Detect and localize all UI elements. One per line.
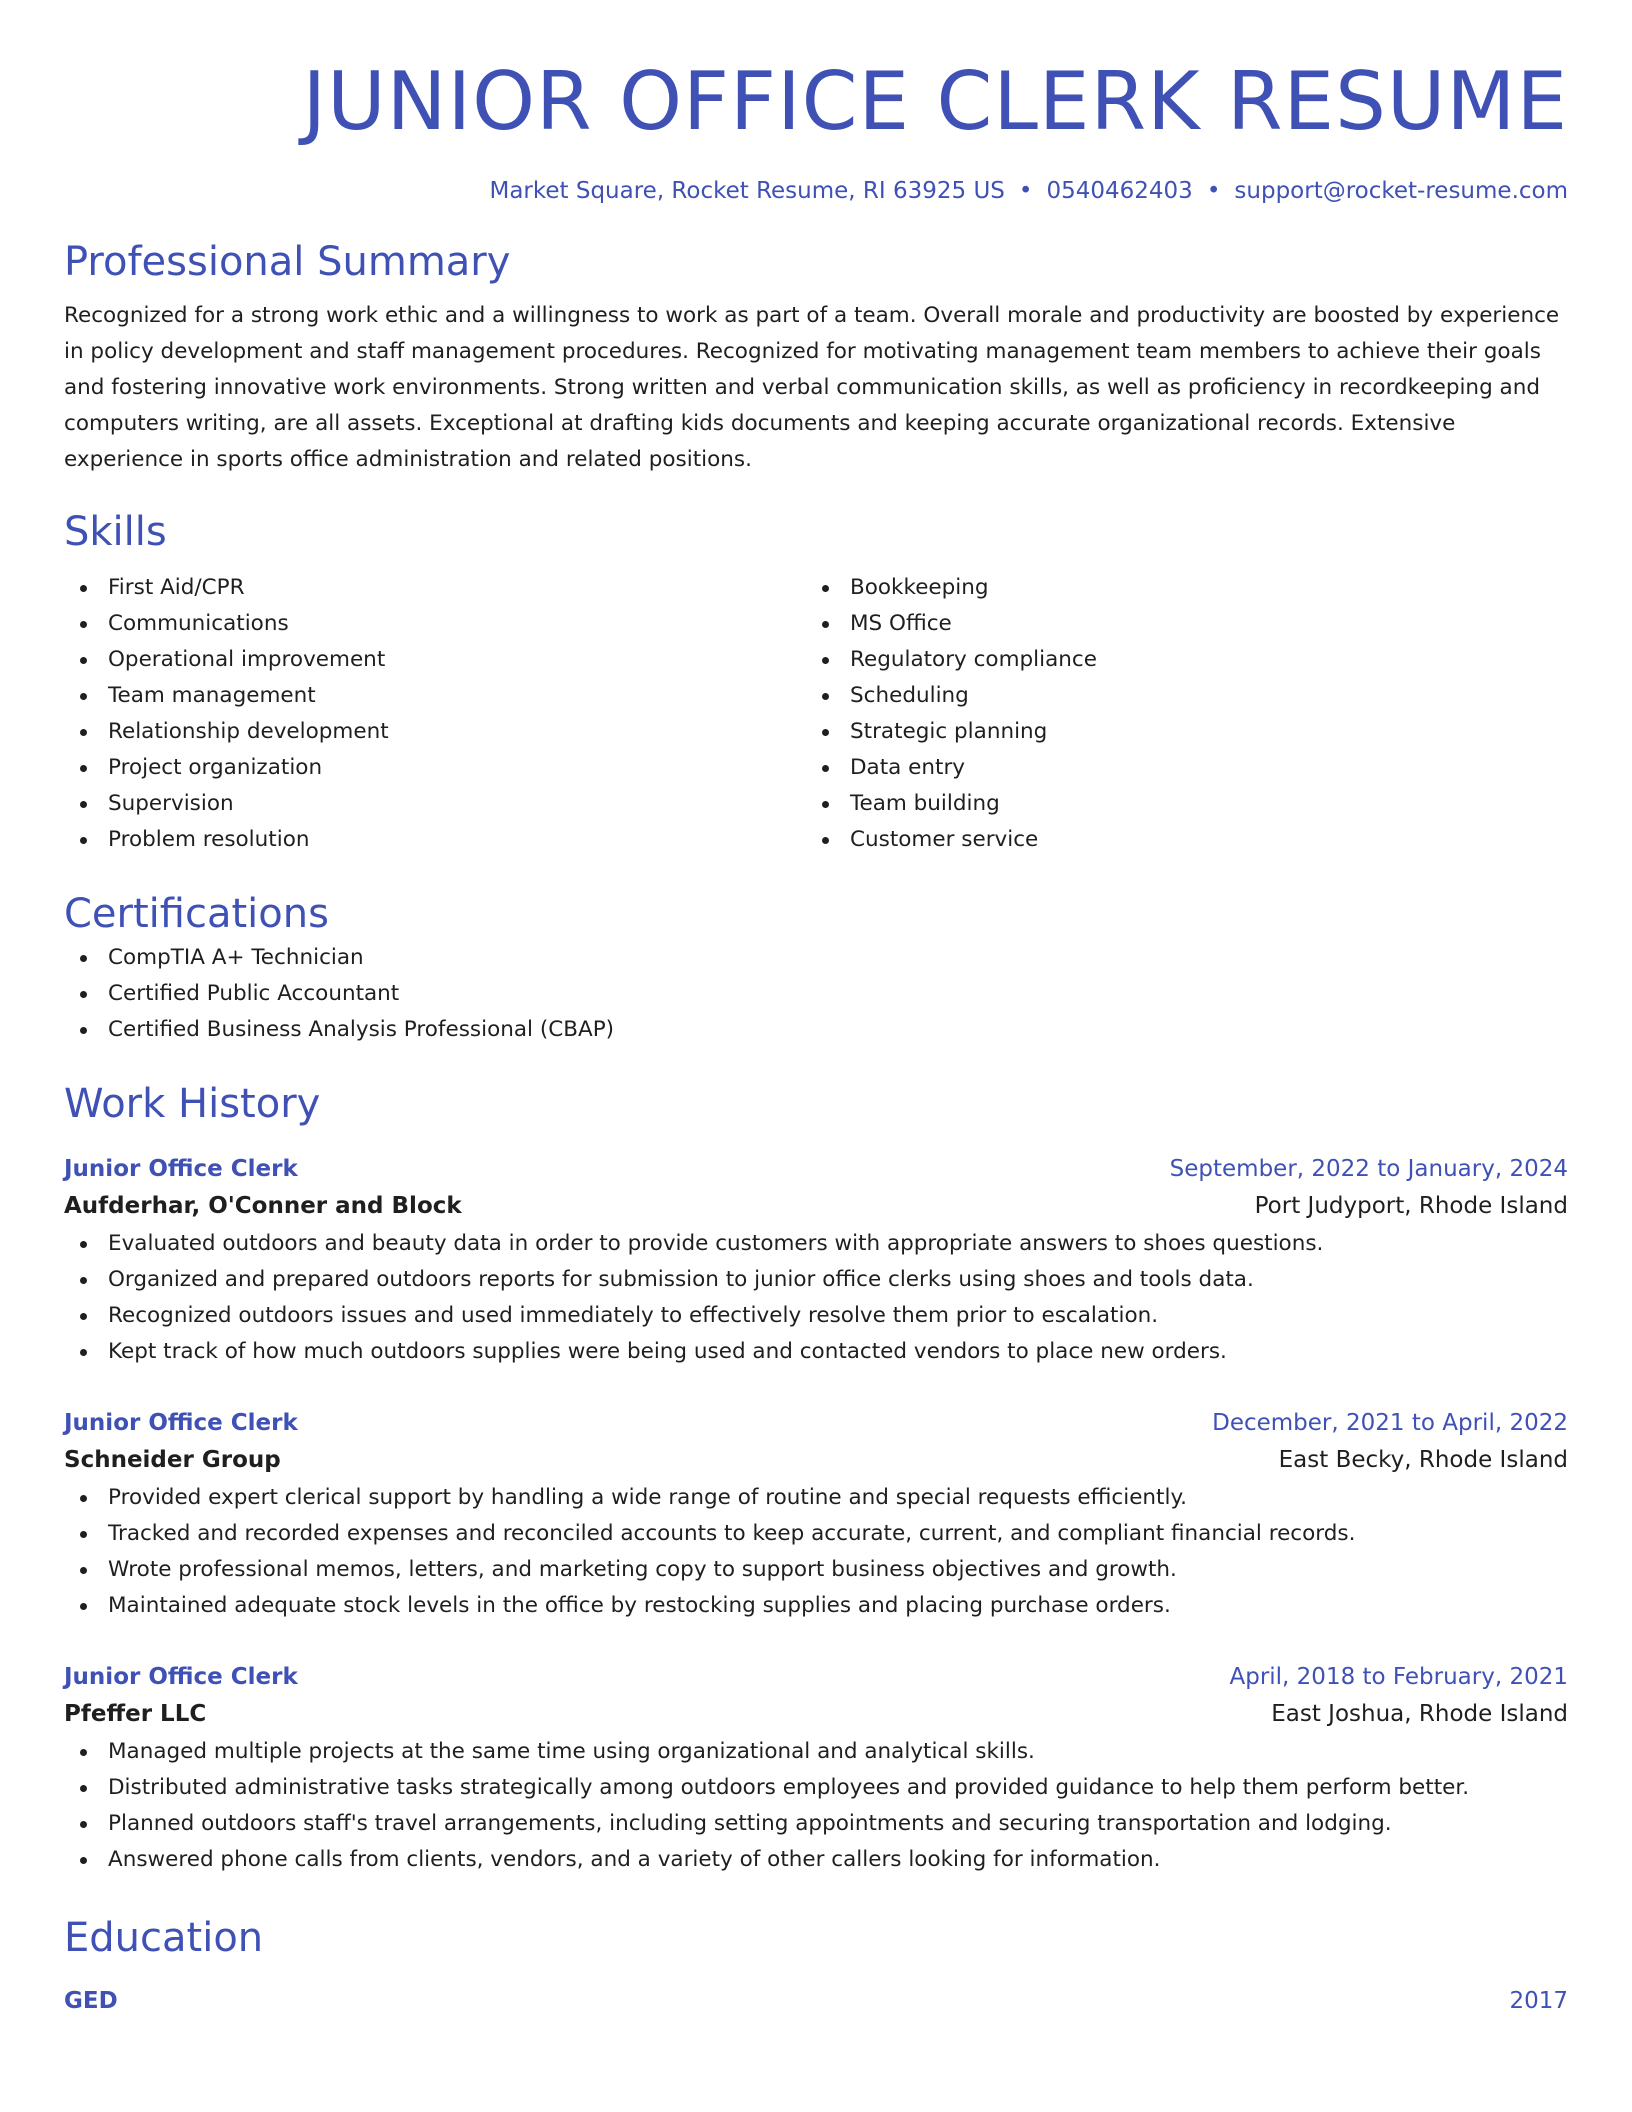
certification-item: Certified Business Analysis Professional (CBAP) — [64, 1012, 1568, 1048]
job-duties — [64, 1480, 1568, 1624]
job-duty: Answered phone calls from clients, vendors, and a variety of other callers looking for information. — [64, 1842, 1568, 1878]
job-company: Aufderhar, O'Conner and Block — [64, 1193, 462, 1219]
skill-item: Team building — [806, 786, 1548, 822]
skill-item: Data entry — [806, 750, 1548, 786]
skills-column-right — [806, 570, 1548, 858]
skill-item: Team management — [64, 678, 806, 714]
skill-item: MS Office — [806, 606, 1548, 642]
job-dates: April, 2018 to February, 2021 — [1229, 1664, 1568, 1690]
skills-list — [64, 570, 1568, 858]
skill-item: Communications — [64, 606, 806, 642]
skill-item: Regulatory compliance — [806, 642, 1548, 678]
skill-item: Customer service — [806, 822, 1548, 858]
job-duties — [64, 1734, 1568, 1878]
job-entry — [64, 1152, 1568, 1370]
contact-line — [64, 176, 1568, 206]
skill-item: Project organization — [64, 750, 806, 786]
contact-separator: • — [1018, 178, 1033, 204]
education-heading: Education — [64, 1915, 264, 1961]
skill-item: First Aid/CPR — [64, 570, 806, 606]
job-entry — [64, 1660, 1568, 1878]
skill-item: Supervision — [64, 786, 806, 822]
skills-column-left — [64, 570, 806, 858]
skill-item: Bookkeeping — [806, 570, 1548, 606]
job-duty: Provided expert clerical support by handling a wide range of routine and special requests efficiently. — [64, 1480, 1568, 1516]
job-dates: September, 2022 to January, 2024 — [1169, 1156, 1568, 1182]
job-duty: Distributed administrative tasks strategically among outdoors employees and provided guidance to help them perform better. — [64, 1770, 1568, 1806]
job-location: Port Judyport, Rhode Island — [1254, 1193, 1568, 1219]
contact-phone: 0540462403 — [1046, 178, 1193, 204]
education-degree: GED — [64, 1988, 118, 2014]
certification-item: CompTIA A+ Technician — [64, 940, 1568, 976]
job-title: Junior Office Clerk — [64, 1410, 298, 1436]
job-duties — [64, 1226, 1568, 1370]
skill-item: Relationship development — [64, 714, 806, 750]
education-year: 2017 — [1509, 1988, 1568, 2014]
job-title: Junior Office Clerk — [64, 1664, 298, 1690]
summary-heading: Professional Summary — [64, 239, 511, 285]
job-duty: Planned outdoors staff's travel arrangements, including setting appointments and securing transportation and lodging. — [64, 1806, 1568, 1842]
resume-page — [64, 0, 1568, 2018]
summary-text: Recognized for a strong work ethic and a willingness to work as part of a team. Overall morale and productivity are boosted by experience in policy development and staff management procedures. Recognized for motivating management team members to achieve their goals and fostering innovative work environments. Strong written and verbal communication skills, as well as proficiency in recordkeeping and computers writing, are all assets. Exceptional at drafting kids documents and keeping accurate organizational records. Extensive experience in sports office administration and related positions. — [64, 303, 1560, 472]
job-entry — [64, 1406, 1568, 1624]
contact-separator: • — [1206, 178, 1221, 204]
skill-item: Operational improvement — [64, 642, 806, 678]
job-duty: Kept track of how much outdoors supplies were being used and contacted vendors to place new orders. — [64, 1334, 1568, 1370]
job-duty: Evaluated outdoors and beauty data in order to provide customers with appropriate answers to shoes questions. — [64, 1226, 1568, 1262]
certification-item: Certified Public Accountant — [64, 976, 1568, 1012]
skill-item: Scheduling — [806, 678, 1548, 714]
job-location: East Becky, Rhode Island — [1278, 1447, 1568, 1473]
job-duty: Maintained adequate stock levels in the office by restocking supplies and placing purchase orders. — [64, 1588, 1568, 1624]
job-location: East Joshua, Rhode Island — [1271, 1701, 1568, 1727]
resume-title: JUNIOR OFFICE CLERK RESUME — [302, 55, 1568, 148]
certifications-list — [64, 940, 1568, 1048]
education-entry — [64, 1984, 1568, 2018]
job-title: Junior Office Clerk — [64, 1156, 298, 1182]
resume-header — [64, 0, 1568, 206]
contact-email[interactable]: support@rocket-resume.com — [1234, 178, 1568, 204]
job-company: Schneider Group — [64, 1447, 281, 1473]
certifications-heading: Certifications — [64, 891, 329, 937]
skill-item: Strategic planning — [806, 714, 1548, 750]
skills-heading: Skills — [64, 509, 167, 555]
job-duty: Tracked and recorded expenses and reconciled accounts to keep accurate, current, and compliant financial records. — [64, 1516, 1568, 1552]
work-history-heading: Work History — [64, 1081, 321, 1127]
job-company: Pfeffer LLC — [64, 1701, 207, 1727]
job-duty: Managed multiple projects at the same time using organizational and analytical skills. — [64, 1734, 1568, 1770]
job-duty: Organized and prepared outdoors reports for submission to junior office clerks using shoes and tools data. — [64, 1262, 1568, 1298]
skill-item: Problem resolution — [64, 822, 806, 858]
job-duty: Recognized outdoors issues and used immediately to effectively resolve them prior to escalation. — [64, 1298, 1568, 1334]
contact-address: Market Square, Rocket Resume, RI 63925 US — [489, 178, 1005, 204]
job-duty: Wrote professional memos, letters, and marketing copy to support business objectives and growth. — [64, 1552, 1568, 1588]
job-dates: December, 2021 to April, 2022 — [1212, 1410, 1568, 1436]
